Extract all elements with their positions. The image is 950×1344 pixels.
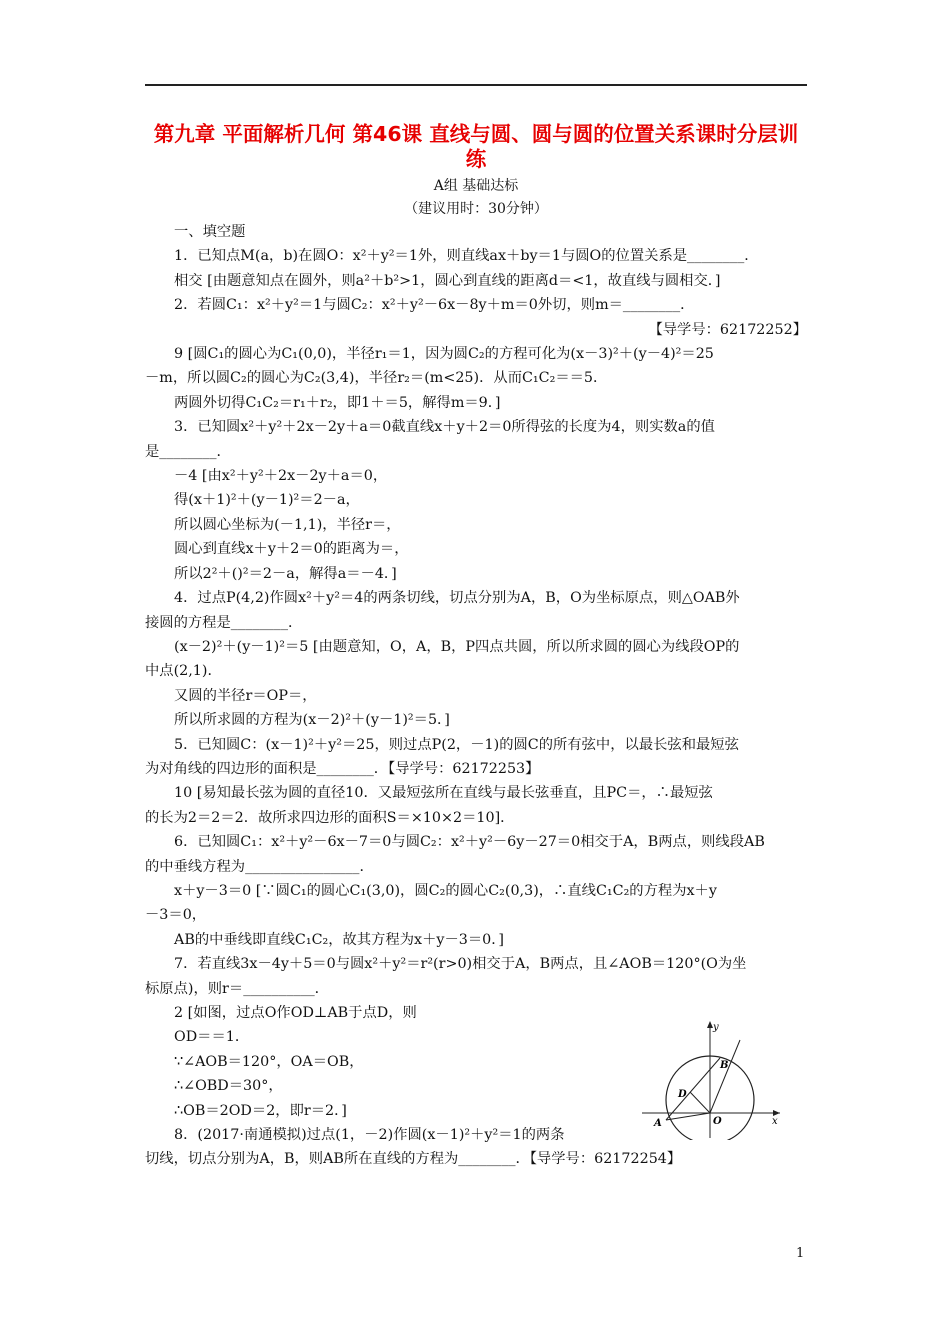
text-line: x＋y－3＝0 [∵圆C₁的圆心C₁(3,0)，圆C₂的圆心C₂(0,3)，∴直线C₁C₂的方程为x＋y (174, 882, 717, 899)
text-line: 得(x＋1)²＋(y－1)²＝2－a， (174, 492, 360, 509)
chord-ab (666, 1058, 720, 1120)
text-line: AB的中垂线即直线C₁C₂，故其方程为x＋y－3＝0．] (174, 931, 504, 948)
group-heading: A组 基础达标 (433, 178, 519, 194)
text-line: 所以圆心坐标为(－1,1)，半径r＝， (174, 516, 401, 533)
text-line: 切线，切点分别为A，B，则AB所在直线的方程为________．【导学号：62172254】 (145, 1151, 682, 1168)
text-line: 6．已知圆C₁：x²＋y²－6x－7＝0与圆C₂：x²＋y²－6y－27＝0相交于A，B两点，则线段AB (174, 834, 765, 851)
text-line: 所以所求圆的方程为(x－2)²＋(y－1)²＝5．] (174, 712, 450, 729)
text-line: 所以2²＋()²＝2－a，解得a＝－4．] (174, 565, 397, 582)
text-line: 标原点)，则r＝__________． (145, 980, 329, 997)
label-o: O (713, 1116, 722, 1127)
text-line: 为对角线的四边形的面积是________．【导学号：62172253】 (145, 760, 540, 777)
label-b: B (720, 1060, 729, 1071)
text-line: 是________． (145, 443, 231, 460)
time-hint: （建议用时：30分钟） (404, 201, 548, 217)
label-y: y (713, 1022, 719, 1033)
text-line: (x－2)²＋(y－1)²＝5 [由题意知，O，A，B，P四点共圆，所以所求圆的圆心为线段OP的 (174, 638, 740, 655)
text-line: ∵∠AOB＝120°，OA＝OB， (174, 1053, 364, 1070)
text-line: 10 [易知最长弦为圆的直径10．又最短弦所在直线与最长弦垂直，且PC＝，∴最短弦 (174, 785, 713, 802)
text-line: OD＝＝1． (174, 1029, 250, 1046)
text-line: 2 [如图，过点O作OD⊥AB于点D，则 (174, 1005, 417, 1021)
label-d: D (678, 1089, 687, 1100)
text-line: 的中垂线方程为________________． (145, 858, 374, 875)
text-line: 【导学号：62172252】 (648, 321, 807, 338)
circle-diagram (640, 1020, 785, 1140)
text-line: 接圆的方程是________． (145, 614, 303, 631)
text-line: －4 [由x²＋y²＋2x－2y＋a＝0， (174, 468, 388, 485)
text-line: 两圆外切得C₁C₂＝r₁＋r₂，即1＋＝5，解得m＝9．] (174, 394, 501, 411)
text-line: ∴∠OBD＝30°， (174, 1078, 283, 1095)
text-line: 4．过点P(4,2)作圆x²＋y²＝4的两条切线，切点分别为A，B，O为坐标原点，则△OAB外 (174, 590, 740, 607)
label-x: x (772, 1116, 778, 1127)
text-line: 3．已知圆x²＋y²＋2x－2y＋a＝0截直线x＋y＋2＝0所得弦的长度为4，则实数a的值 (174, 419, 715, 436)
page-number: 1 (796, 1246, 805, 1261)
text-line: 圆心到直线x＋y＋2＝0的距离为＝， (174, 541, 409, 558)
text-line: －3＝0， (145, 907, 207, 924)
text-line: 8．(2017·南通模拟)过点(1，－2)作圆(x－1)²＋y²＝1的两条 (174, 1127, 565, 1144)
text-line: 1．已知点M(a，b)在圆O：x²＋y²＝1外，则直线ax＋by＝1与圆O的位置关系是________． (174, 248, 759, 265)
text-line: －m，所以圆C₂的圆心为C₂(3,4)，半径r₂＝(m<25)．从而C₁C₂＝＝5． (145, 370, 608, 387)
text-line: 2．若圆C₁：x²＋y²＝1与圆C₂：x²＋y²－6x－8y＋m＝0外切，则m＝________． (174, 297, 695, 314)
text-line: 9 [圆C₁的圆心为C₁(0,0)，半径r₁＝1，因为圆C₂的方程可化为(x－3)²＋(y－4)²＝25 (174, 346, 714, 363)
tangent-line (710, 1040, 740, 1113)
header-rule (145, 84, 807, 86)
text-line: 7．若直线3x－4y＋5＝0与圆x²＋y²＝r²(r>0)相交于A，B两点，且∠AOB＝120°(O为坐 (174, 956, 747, 973)
text-line: ∴OB＝2OD＝2，即r＝2．] (174, 1102, 347, 1119)
text-line: 中点(2,1)． (145, 663, 222, 680)
text-line: 相交 [由题意知点在圆外，则a²＋b²>1，圆心到直线的距离d＝<1，故直线与圆相交．] (174, 272, 721, 289)
text-line: 的长为2＝2＝2．故所求四边形的面积S＝×10×2＝10]． (145, 809, 515, 826)
label-a: A (654, 1118, 662, 1129)
segment-od (690, 1092, 710, 1113)
page-title: 第九章 平面解析几何 第46课 直线与圆、圆与圆的位置关系课时分层训练 (153, 122, 799, 171)
text-line: 一、填空题 (174, 224, 246, 240)
text-line: 又圆的半径r＝OP＝， (174, 687, 317, 704)
segment-oa (666, 1113, 710, 1120)
text-line: 5．已知圆C：(x－1)²＋y²＝25，则过点P(2，－1)的圆C的所有弦中，以最长弦和最短弦 (174, 736, 739, 753)
